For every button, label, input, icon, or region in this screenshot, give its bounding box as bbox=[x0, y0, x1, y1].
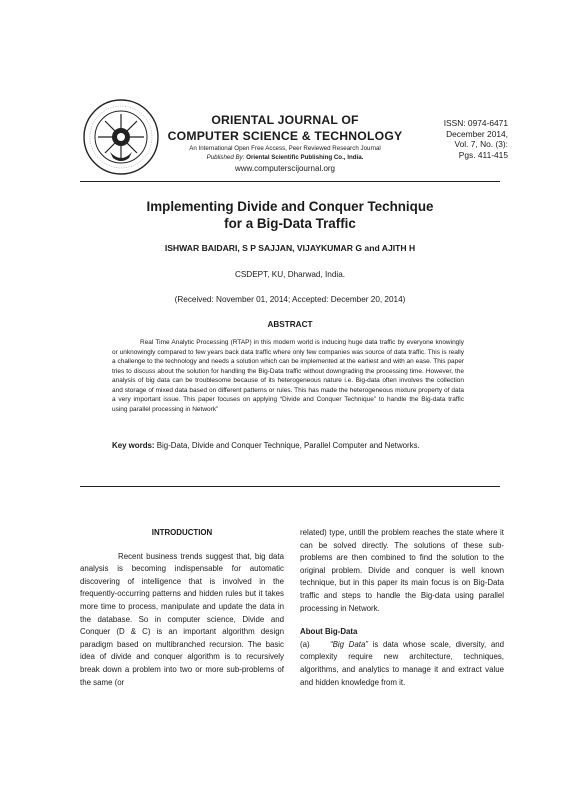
about-big-data-heading: About Big-Data bbox=[300, 627, 358, 637]
introduction-paragraph: Recent business trends suggest that, big data analysis is becoming indispensable for automatic discovering of intelligence that is involved in the frequently-occurring patterns and hidden rules but it takes more time to process, manipulate and update the data in the database. So in computer science, Divide and Conquer (D & C) is an important algorithm design paradigm based on multibranched recursion. The basic idea of divide and conquer algorithm is to recursively break down a problem into two or more sub-problems of the same (or bbox=[80, 551, 284, 687]
journal-seal-logo bbox=[82, 98, 160, 176]
volume: Vol. 7, No. (3): bbox=[454, 139, 508, 149]
abstract-heading: ABSTRACT bbox=[267, 320, 313, 329]
paper-title-line2: for a Big-Data Traffic bbox=[224, 216, 356, 231]
publisher-line bbox=[160, 154, 410, 163]
keywords-label: Key words: bbox=[112, 441, 155, 450]
abstract-body bbox=[112, 338, 464, 414]
issue-date: December 2014, bbox=[446, 128, 508, 139]
journal-title-line1: ORIENTAL JOURNAL OF bbox=[211, 113, 359, 127]
received-accepted-dates: (Received: November 01, 2014; Accepted: December 20, 2014) bbox=[174, 295, 406, 304]
paper-title-line1: Implementing Divide and Conquer Technique bbox=[146, 199, 434, 214]
introduction-heading: INTRODUCTION bbox=[151, 528, 213, 537]
item-term: “Big Data” bbox=[330, 639, 368, 649]
keywords bbox=[112, 441, 472, 450]
issn-block bbox=[418, 118, 508, 160]
definition-item bbox=[300, 639, 504, 689]
keywords-text: Big-Data, Divide and Conquer Technique, Parallel Computer and Networks. bbox=[156, 441, 420, 450]
header-divider bbox=[80, 181, 500, 182]
published-by-label: Published By: bbox=[206, 153, 245, 161]
item-label: (a) bbox=[300, 639, 310, 649]
abstract-divider bbox=[80, 486, 500, 487]
publisher-name: Oriental Scientific Publishing Co., India. bbox=[246, 153, 364, 161]
affiliation: CSDEPT, KU, Dharwad, India. bbox=[234, 270, 346, 279]
pages: Pgs. 411-415 bbox=[458, 149, 508, 160]
journal-title-line2: COMPUTER SCIENCE & TECHNOLOGY bbox=[167, 129, 403, 143]
paper-title bbox=[80, 198, 500, 232]
abstract-text: Real Time Analytic Processing (RTAP) in this modern world is inducing huge data traffic by everyone knowingly or unknowingly compared to few years back data traffic where only few companies was source of data traffic. This is really a challenge to the technology and needs a solution which can be implemented at the earliest and with an ease. This paper tries to discuss about the solution for handling the Big-Data traffic without downgrading the processing time. However, the analysis of big data can be troublesome because of its heterogeneous nature i.e. Big-data often involves the collection and storage of mixed data based on different patterns or rules. This has made the heterogeneous mixture property of data a very important issue. This paper focuses on applying “Divide and Conquer Technique” to handle the Big-data traffic using parallel processing in Network” bbox=[112, 339, 464, 413]
journal-title bbox=[165, 112, 405, 144]
authors: ISHWAR BAIDARI, S P SAJJAN, VIJAYKUMAR G and AJITH H bbox=[164, 243, 416, 253]
left-column bbox=[80, 527, 284, 689]
journal-url-link[interactable]: www.computerscijournal.org bbox=[234, 164, 336, 173]
issn: ISSN: 0974-6471 bbox=[443, 118, 508, 128]
journal-subtitle: An International Open Free Access, Peer Reviewed Research Journal bbox=[189, 145, 381, 152]
item-text: is data whose scale, diversity, and complexity require new architecture, techniques, algorithms, and analytics to manage it and extract value and hidden knowledge from it. bbox=[300, 639, 504, 687]
introduction-continued: related) type, untill the problem reaches the state where it can be solved directly. The solutions of these sub-problems are then combined to find the solution to the original problem. Divide and conquer is well known technique, but in this paper its main focus is on Big-Data traffic and steps to handle the Big-data using parallel processing in Network. bbox=[300, 528, 504, 613]
right-column bbox=[300, 527, 504, 689]
journal-subtitle-block bbox=[160, 145, 410, 162]
